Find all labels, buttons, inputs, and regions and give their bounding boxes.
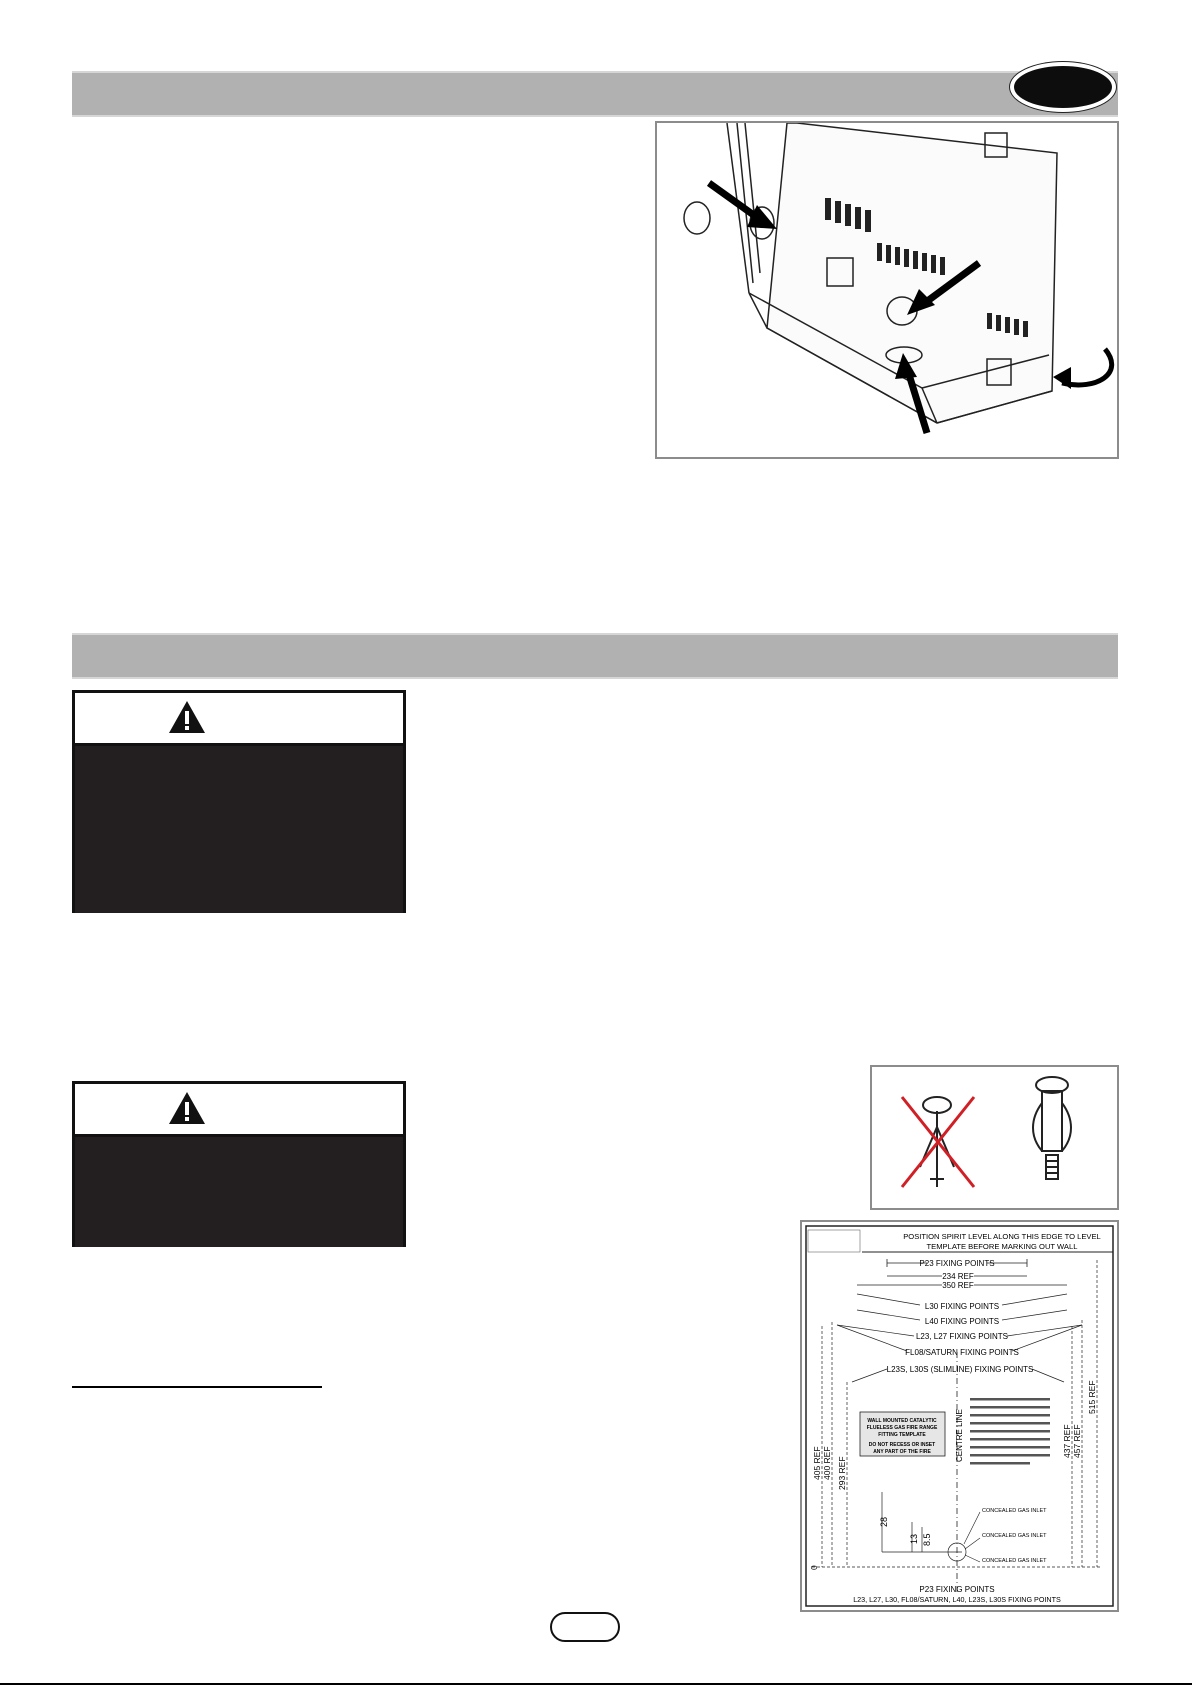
dim-437: 437 REF bbox=[1062, 1424, 1072, 1458]
box-title-1: WALL MOUNTED CATALYTIC bbox=[867, 1418, 937, 1424]
l40-fixing: L40 FIXING POINTS bbox=[924, 1317, 1000, 1326]
p23-fixing-bottom: P23 FIXING POINTS bbox=[919, 1585, 995, 1594]
p23-fixing-top: P23 FIXING POINTS bbox=[919, 1259, 995, 1268]
gas-inlet-1: CONCEALED GAS INLET bbox=[982, 1508, 1047, 1514]
bottom-models-label: L23, L27, L30, FL08/SATURN, L40, L23S, L30S FIXING POINTS bbox=[853, 1595, 1061, 1604]
gas-inlet-3: CONCEALED GAS INLET bbox=[982, 1558, 1047, 1564]
dim-13: 13 bbox=[909, 1533, 919, 1544]
dim-515: 515 REF bbox=[1087, 1380, 1097, 1414]
position-note-line1: POSITION SPIRIT LEVEL ALONG THIS EDGE TO LEVEL bbox=[903, 1232, 1101, 1241]
dim-400: 400 REF bbox=[822, 1446, 832, 1480]
section-header-bar bbox=[72, 71, 1118, 117]
dim-457: 457 REF bbox=[1072, 1424, 1082, 1458]
warning-triangle-icon bbox=[167, 1090, 207, 1126]
warning-header bbox=[75, 693, 403, 746]
cavity-anchor-icon bbox=[1033, 1077, 1071, 1179]
fitting-template-diagram bbox=[802, 1222, 1117, 1610]
heading-underline bbox=[72, 1386, 322, 1388]
dim-234: 234 REF bbox=[942, 1272, 974, 1281]
l30-fixing: L30 FIXING POINTS bbox=[924, 1302, 1000, 1311]
warning-header bbox=[75, 1084, 403, 1137]
box-title-4: DO NOT RECESS OR INSET bbox=[868, 1442, 936, 1448]
page-number bbox=[550, 1612, 620, 1642]
section-header-bar bbox=[72, 633, 1118, 679]
dim-0: 0 bbox=[809, 1565, 819, 1570]
warning-box bbox=[72, 690, 406, 913]
page-tab-badge bbox=[1010, 62, 1116, 112]
dim-8-5: 8.5 bbox=[922, 1533, 932, 1546]
warning-triangle-icon bbox=[167, 699, 207, 735]
wall-plug-illustration bbox=[872, 1067, 1117, 1208]
centre-line-label: CENTRE LINE bbox=[955, 1409, 964, 1462]
box-title-2: FLUELESS GAS FIRE RANGE bbox=[866, 1425, 938, 1431]
slimline-fixing: L23S, L30S (SLIMLINE) FIXING POINTS bbox=[886, 1365, 1034, 1374]
fire-casing-illustration bbox=[657, 123, 1117, 457]
l23-l27-fixing: L23, L27 FIXING POINTS bbox=[915, 1332, 1009, 1341]
position-note-line2: TEMPLATE BEFORE MARKING OUT WALL bbox=[926, 1242, 1078, 1251]
warning-box bbox=[72, 1081, 406, 1247]
box-title-5: ANY PART OF THE FIRE bbox=[873, 1449, 931, 1455]
warning-body bbox=[75, 1137, 403, 1247]
fire-casing-figure bbox=[655, 121, 1119, 459]
gas-inlet-2: CONCEALED GAS INLET bbox=[982, 1533, 1047, 1539]
box-title-3: FITTING TEMPLATE bbox=[878, 1432, 926, 1438]
warning-body bbox=[75, 746, 403, 913]
dim-350: 350 REF bbox=[942, 1281, 974, 1290]
dim-293: 293 REF bbox=[837, 1456, 847, 1490]
dim-28: 28 bbox=[879, 1516, 889, 1527]
fl08-fixing: FL08/SATURN FIXING POINTS bbox=[905, 1348, 1019, 1357]
dim-405: 405 REF bbox=[812, 1446, 822, 1480]
fitting-template-figure bbox=[800, 1220, 1119, 1612]
wall-plug-figure bbox=[870, 1065, 1119, 1210]
